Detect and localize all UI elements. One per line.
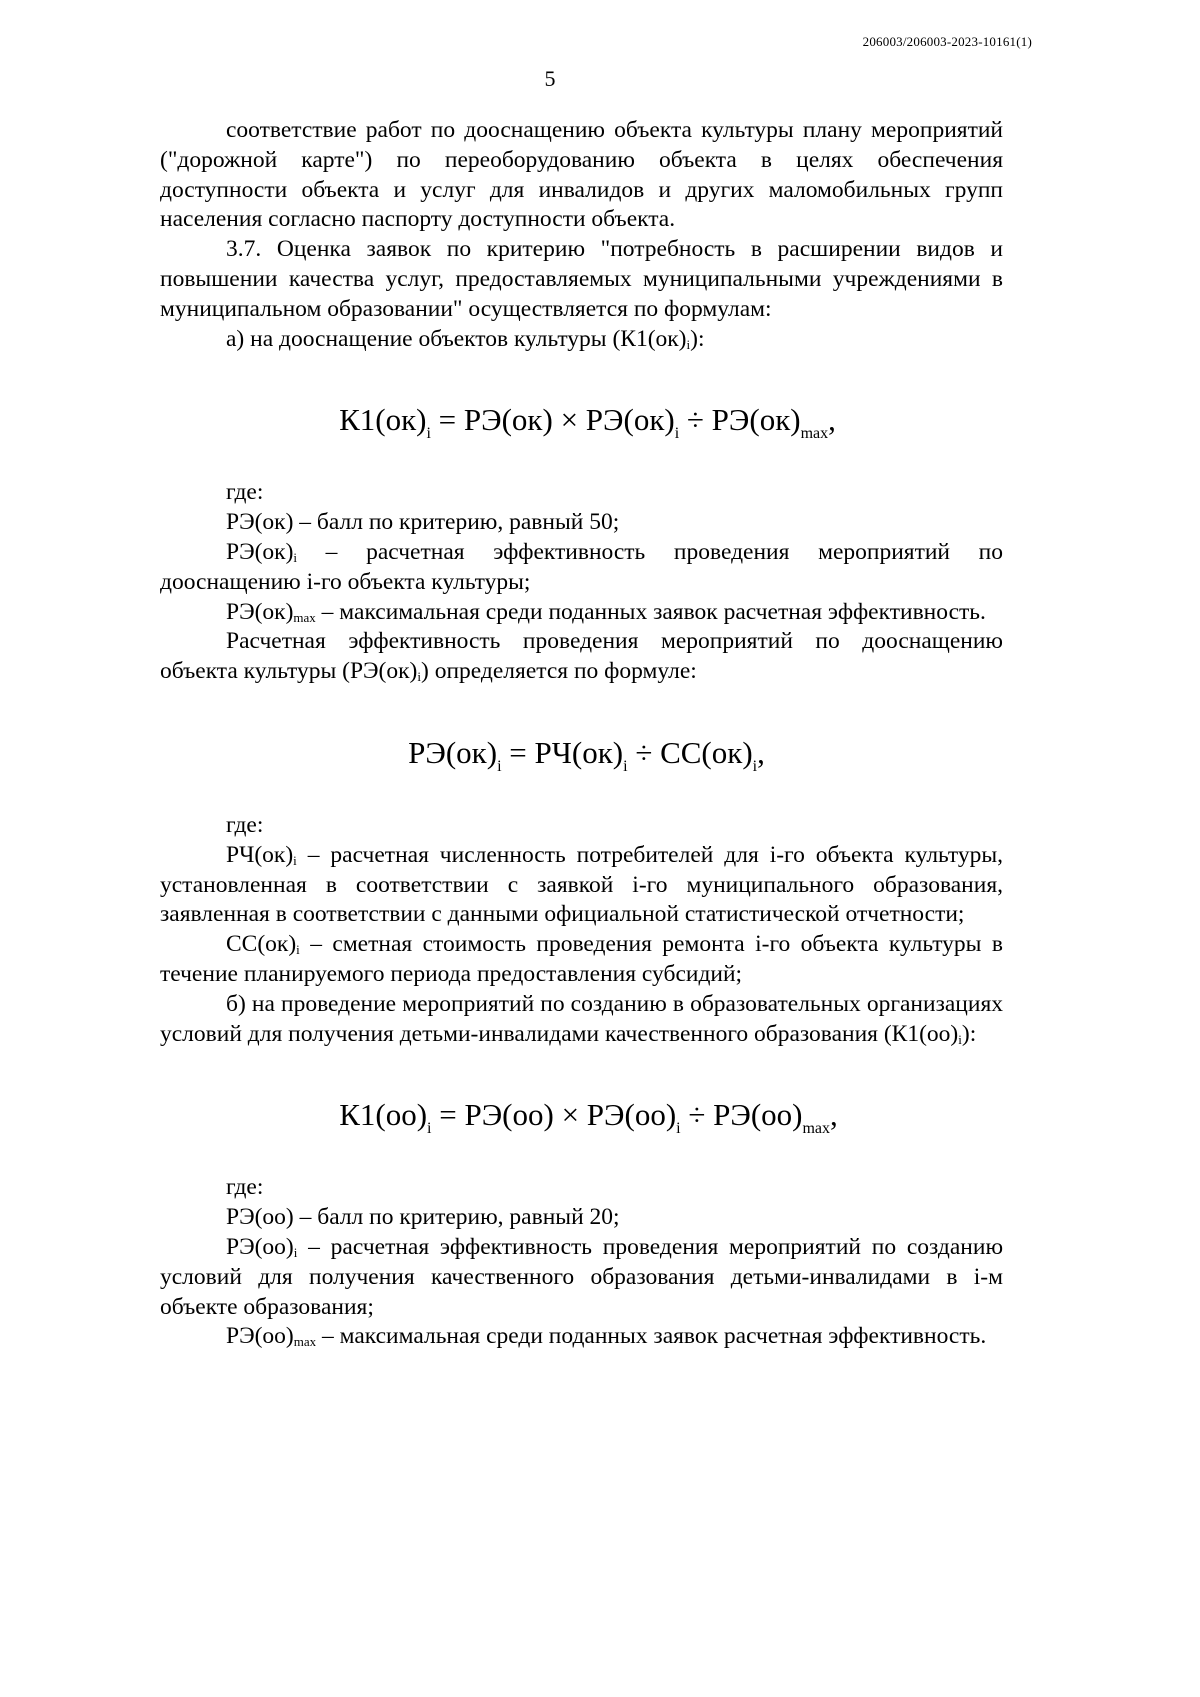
subscript: i xyxy=(293,1244,298,1260)
text-span: РЭ(ок) xyxy=(226,598,294,625)
formula-part: ÷ РЭ(оо) xyxy=(680,1097,803,1133)
subscript: i xyxy=(674,425,680,443)
formula-part: ÷ РЭ(ок) xyxy=(679,402,801,438)
formula-part: = РЭ(ок) × РЭ(ок) xyxy=(430,402,675,438)
subscript: i xyxy=(497,757,502,775)
text-span: РЭ(ок) xyxy=(226,538,294,565)
text-span: ): xyxy=(690,325,705,352)
text-span: Расчетная эффективность проведения мероприятий по дооснащению объекта культуры (РЭ(ок) xyxy=(160,628,1003,685)
formula-re-ok xyxy=(170,733,1003,773)
definition xyxy=(160,841,1003,930)
subscript: i xyxy=(417,669,422,685)
subscript: i xyxy=(293,549,298,565)
paragraph xyxy=(160,627,1003,687)
paragraph: где: xyxy=(226,479,264,506)
definition: РЭ(ок) – балл по критерию, равный 50; xyxy=(226,509,620,536)
definition xyxy=(160,538,1003,598)
definition xyxy=(160,598,1003,628)
subscript: max xyxy=(293,1334,317,1350)
document-body xyxy=(160,116,1003,1352)
formula-part: = РЧ(ок) xyxy=(501,734,624,770)
subscript: max xyxy=(800,425,829,443)
text-span: СС(ок) xyxy=(226,931,297,958)
text-span: РЧ(ок) xyxy=(226,841,294,868)
text-span: – сметная стоимость проведения ремонта i-го объекта культуры в течение планируемого периода предоставления субсидий; xyxy=(160,931,1003,987)
subscript: i xyxy=(426,425,431,443)
subscript: i xyxy=(427,1120,432,1138)
text-span: РЭ(оо) xyxy=(226,1233,294,1260)
paragraph: соответствие работ по дооснащению объекта культуры плану мероприятий ("дорожной карте") по переоборудованию объекта в целях обеспечения доступности объекта и услуг для инвалидов и других маломобильных групп населения согласно паспорту доступности объекта. xyxy=(160,117,1003,233)
paragraph xyxy=(160,325,1003,355)
subscript: i xyxy=(958,1031,962,1047)
paragraph: где: xyxy=(226,811,264,838)
subscript: i xyxy=(752,757,758,775)
text-span: а) на дооснащение объектов культуры (К1(ок) xyxy=(226,325,687,352)
formula-part: = РЭ(оо) × РЭ(оо) xyxy=(431,1097,677,1133)
subscript: i xyxy=(623,757,628,775)
text-span: ): xyxy=(961,1020,977,1047)
paragraph: где: xyxy=(226,1174,264,1201)
text-span: – расчетная эффективность проведения мероприятий по дооснащению i-го объекта культуры; xyxy=(160,538,1003,595)
text-span: ) определяется по формуле: xyxy=(421,658,697,685)
formula-part: , xyxy=(757,734,765,770)
formula-part: РЭ(ок) xyxy=(408,734,498,770)
paragraph: 3.7. Оценка заявок по критерию "потребность в расширении видов и повышении качества услуг, предоставляемых муниципальными учреждениями в муниципальном образовании" осуществляется по формулам: xyxy=(160,236,1003,322)
formula-part: К1(ок) xyxy=(339,402,427,438)
subscript: i xyxy=(296,942,300,958)
subscript: max xyxy=(802,1120,831,1138)
document-id: 206003/206003-2023-10161(1) xyxy=(862,34,1032,49)
text-span: – расчетная численность потребителей для i-го объекта культуры, установленная в соответствии с заявкой i-го муниципального образования, заявленная в соответствии с данными официальной статистической отчетности; xyxy=(160,841,1003,928)
definition xyxy=(160,1233,1003,1322)
text-span: б) на проведение мероприятий по созданию в образовательных организациях условий для получения детьми-инвалидами качественного образования (К1(оо) xyxy=(160,990,1003,1047)
text-span: – расчетная эффективность проведения мероприятий по созданию условий для получения качественного образования детьми-инвалидами в i-м объекте образования; xyxy=(160,1233,1003,1320)
formula-part: ÷ СС(ок) xyxy=(627,734,753,770)
formula-k1-ok xyxy=(172,400,1003,443)
text-span: РЭ(оо) xyxy=(226,1323,294,1350)
text-span: – максимальная среди поданных заявок расчетная эффективность. xyxy=(316,1323,987,1350)
formula-part: , xyxy=(828,402,836,438)
subscript: i xyxy=(686,336,691,352)
definition xyxy=(160,1322,1003,1352)
text-span: – максимальная среди поданных заявок расчетная эффективность. xyxy=(315,598,986,625)
subscript: max xyxy=(293,609,316,625)
formula-k1-oo xyxy=(174,1095,1003,1138)
formula-part: К1(оо) xyxy=(339,1097,428,1133)
paragraph xyxy=(160,990,1003,1050)
formula-part: , xyxy=(830,1097,838,1133)
subscript: i xyxy=(676,1120,681,1138)
definition: РЭ(оо) – балл по критерию, равный 20; xyxy=(226,1204,620,1231)
definition xyxy=(160,930,1003,990)
subscript: i xyxy=(293,852,297,868)
page-number: 5 xyxy=(544,66,556,91)
